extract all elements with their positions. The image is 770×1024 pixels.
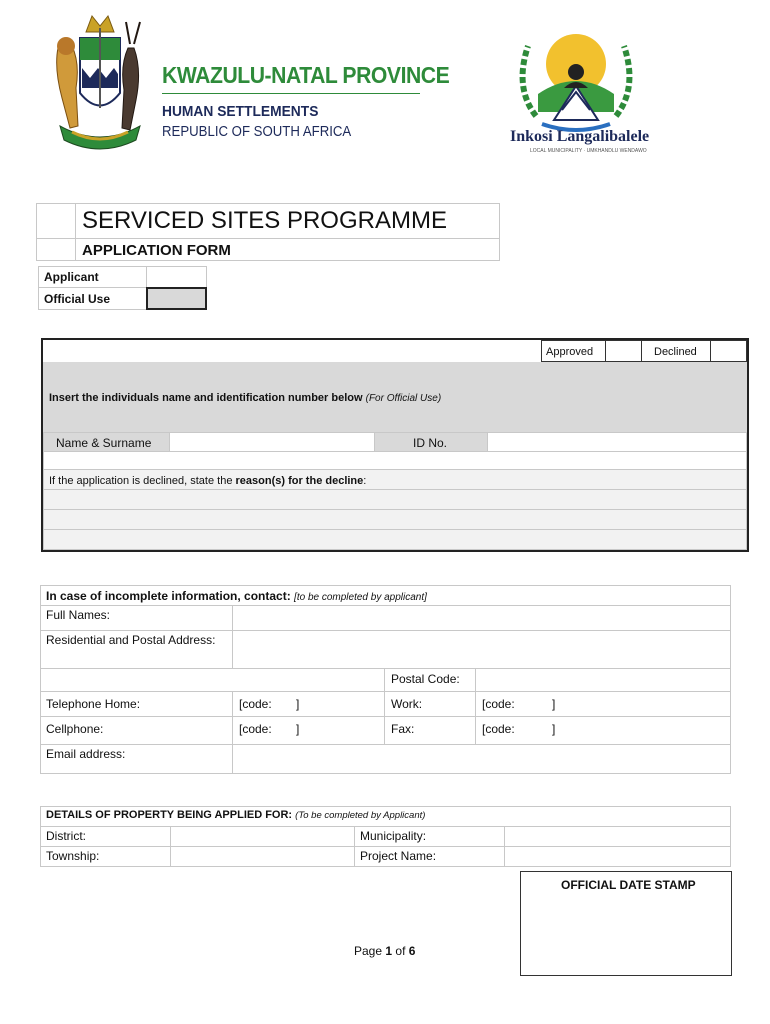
district-label: District: <box>46 829 86 843</box>
contact-heading <box>46 589 427 603</box>
official-use-label: Official Use <box>44 292 111 306</box>
postal-code-label: Postal Code: <box>391 672 460 686</box>
fax-label: Fax: <box>391 722 415 736</box>
human-settlements-logo-text: HUMAN SETTLEMENTS <box>162 103 319 120</box>
municipality-label: Municipality: <box>360 829 427 843</box>
district-field[interactable] <box>170 826 355 847</box>
address-label: Residential and Postal Address: <box>46 633 216 647</box>
title-left-cell-top <box>36 203 76 239</box>
of-word: of <box>395 944 406 958</box>
page-word: Page <box>354 944 383 958</box>
spacer-row <box>43 451 747 470</box>
project-name-label: Project Name: <box>360 849 437 863</box>
cellphone-code-close: ] <box>296 722 300 736</box>
contact-heading-note: [to be completed by applicant] <box>294 592 427 603</box>
full-names-label: Full Names: <box>46 608 111 622</box>
name-surname-label: Name & Surname <box>56 436 152 450</box>
decline-reason-line-2[interactable] <box>43 509 747 530</box>
form-title: SERVICED SITES PROGRAMME <box>82 207 447 234</box>
applicant-label: Applicant <box>44 270 99 284</box>
insert-instruction-text <box>49 392 441 404</box>
property-heading-note: (To be completed by Applicant) <box>295 810 426 821</box>
decline-reason-line-1[interactable] <box>43 489 747 510</box>
official-date-stamp-label: OFFICIAL DATE STAMP <box>561 878 696 892</box>
email-label: Email address: <box>46 747 126 761</box>
decline-reason-suffix: : <box>363 475 367 487</box>
page-total: 6 <box>408 944 416 958</box>
applicant-value-cell[interactable] <box>146 266 207 288</box>
republic-logo-text: REPUBLIC OF SOUTH AFRICA <box>162 123 352 140</box>
inkosi-langalibalele-emblem <box>512 28 640 136</box>
property-heading <box>46 809 425 821</box>
page-current: 1 <box>385 944 393 958</box>
contact-heading-main: In case of incomplete information, contact: <box>46 589 291 603</box>
decline-reason-prefix: If the application is declined, state the <box>49 475 233 487</box>
declined-label: Declined <box>654 346 697 358</box>
id-no-field[interactable] <box>487 432 747 452</box>
kzn-coat-of-arms-logo <box>50 8 150 158</box>
work-label: Work: <box>391 697 423 711</box>
inkosi-langalibalele-logo-text: Inkosi Langalibalele <box>510 128 650 145</box>
township-label: Township: <box>46 849 100 863</box>
work-code-open: [code: <box>482 697 515 711</box>
tel-home-code-close: ] <box>296 697 300 711</box>
property-heading-main: DETAILS OF PROPERTY BEING APPLIED FOR: <box>46 809 293 821</box>
township-field[interactable] <box>170 846 355 867</box>
cellphone-code-open: [code: <box>239 722 272 736</box>
form-subtitle: APPLICATION FORM <box>82 242 231 259</box>
address-field[interactable] <box>232 630 731 669</box>
id-no-label: ID No. <box>413 436 448 450</box>
page-number <box>354 944 415 958</box>
cellphone-label: Cellphone: <box>46 722 104 736</box>
approved-label: Approved <box>546 346 594 358</box>
tel-home-label: Telephone Home: <box>46 697 141 711</box>
insert-instruction-main: Insert the individuals name and identification number below <box>49 392 363 404</box>
project-name-field[interactable] <box>504 846 731 867</box>
decline-reason-line-3[interactable] <box>43 529 747 550</box>
inkosi-langalibalele-logo-subtext: LOCAL MUNICIPALITY · UMKHANDLU WENDAWO <box>530 148 647 154</box>
decline-reason-text <box>49 475 366 487</box>
logo-divider <box>162 93 420 94</box>
email-field[interactable] <box>232 744 731 774</box>
tel-home-code-open: [code: <box>239 697 272 711</box>
postal-code-field[interactable] <box>475 668 731 692</box>
fax-code-close: ] <box>552 722 556 736</box>
work-code-close: ] <box>552 697 556 711</box>
declined-checkbox[interactable] <box>710 340 747 362</box>
approved-checkbox[interactable] <box>605 340 642 362</box>
name-surname-field[interactable] <box>169 432 375 452</box>
insert-instruction-note: (For Official Use) <box>365 393 442 404</box>
decline-reason-bold: reason(s) for the decline <box>235 475 364 487</box>
municipality-field[interactable] <box>504 826 731 847</box>
official-use-value-box[interactable] <box>146 287 207 310</box>
title-left-cell-bottom <box>36 238 76 261</box>
full-names-field[interactable] <box>232 605 731 631</box>
kzn-province-logo-text: KWAZULU-NATAL PROVINCE <box>162 62 450 88</box>
fax-code-open: [code: <box>482 722 515 736</box>
postal-code-blank-cell <box>40 668 385 692</box>
